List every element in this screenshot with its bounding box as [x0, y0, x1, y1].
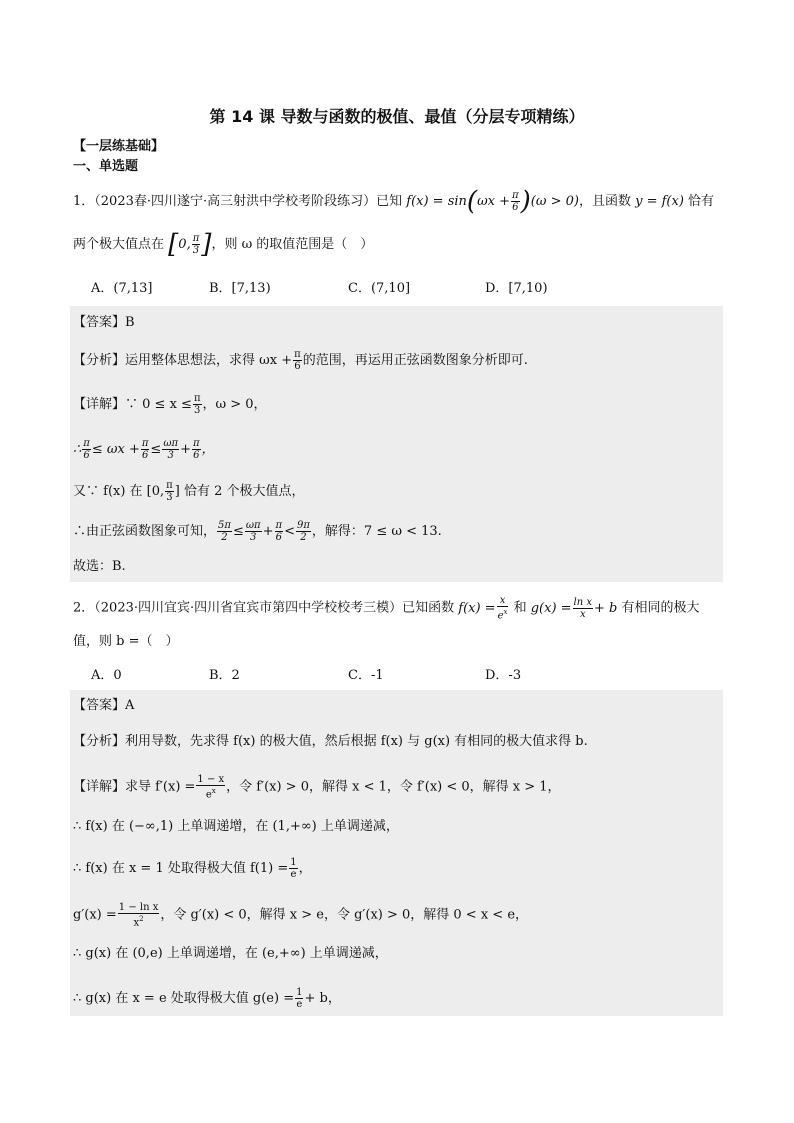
q1-stem-text-b: ，且函数 — [578, 194, 636, 209]
q2-option-a: A．0 — [91, 668, 122, 683]
q2-stem-text-b: 和 — [509, 600, 531, 616]
q1-detail-line2: ∴ $\frac{\pi}{6}$ ≤ ωx + $\frac{\pi}{6}$ ≤ $\frac{\omega\pi}{3}$ + $\frac{\pi}{6}$ ， — [73, 438, 215, 461]
q1-detail-line1: 【详解】∵ 0 ≤ x ≤ $\frac{\pi}{3}$ ，ω > 0， — [73, 393, 267, 416]
q2-detail-line2: ∴ f(x) 在 (−∞,1) 上单调递增，在 (1,+∞) 上单调递减， — [73, 819, 399, 834]
section-heading: 一、单选题 — [73, 159, 139, 174]
q1-detail-line3: 又∵ f(x) 在 [0, $\frac{\pi}{3}$ ] 恰有 2 个极大值点， — [73, 480, 305, 503]
q2-detail-line4: g′(x) = $\frac{\text{1 − ln x}}{x^2}$ ，令 g′(x) < 0，解得 x > e，令 g′(x) > 0，解得 0 < x < e， — [73, 902, 529, 929]
q1-answer: 【答案】B — [73, 315, 135, 330]
q2-stem-line2: 值，则 b =（ ） — [73, 634, 179, 649]
q1-formula-f: f(x) = sin(ωx + $\frac{\pi}{6}$ )(ω > 0) — [406, 186, 579, 217]
q2-option-c: C．-1 — [348, 668, 384, 683]
q2-detail4-text-a: g′(x) = — [73, 907, 117, 923]
q1-option-a: A．(7,13] — [91, 281, 153, 296]
q2-detail-line6: ∴ g(x) 在 x = e 处取得极大值 g(e) = $\frac{1}{e}$ + b， — [73, 987, 341, 1010]
q1-detail1-text: ∵ 0 ≤ x ≤ — [125, 397, 192, 412]
q1-stem-line2-b: ，则 ω 的取值范围是（ ） — [211, 237, 374, 252]
q1-conclusion: 故选：B. — [73, 559, 126, 574]
q2-detail-line5: ∴ g(x) 在 (0,e) 上单调递增，在 (e,+∞) 上单调递减， — [73, 946, 388, 961]
q2-option-d: D．-3 — [485, 668, 522, 683]
q1-detail1-text-b: ，ω > 0， — [202, 397, 267, 412]
q1-detail-label: 【详解】 — [73, 397, 126, 412]
page-title: 第 14 课 导数与函数的极值、最值（分层专项精练） — [209, 107, 585, 126]
q1-interval: [0, $\frac{\pi}{3}$ ] — [168, 229, 212, 260]
q1-analysis-text-b: 的范围，再运用正弦函数图象分析即可. — [302, 353, 528, 368]
level-heading: 【一层练基础】 — [73, 139, 165, 154]
q1-analysis-text-a: 运用整体思想法，求得 ωx + — [125, 353, 293, 368]
q2-detail4-text-b: ，令 g′(x) < 0，解得 x > e，令 g′(x) > 0，解得 0 < x < e， — [160, 907, 529, 923]
q2-detail-label: 【详解】 — [73, 779, 126, 795]
q2-detail6-text-a: ∴ g(x) 在 x = e 处取得极大值 g(e) = — [73, 991, 295, 1006]
q2-detail1-text-a: 求导 f′(x) = — [125, 779, 196, 795]
q2-analysis-text: 利用导数，先求得 f(x) 的极大值，然后根据 f(x) 与 g(x) 有相同的极大值求得 b. — [125, 734, 588, 749]
q1-detail2-text: 又∵ f(x) 在 [0, — [73, 484, 165, 499]
q1-detail-line4: ∴由正弦函数图象可知， $\frac{5\pi}{2}$ ≤ $\frac{\omega\pi}{3}$ + $\frac{\pi}{6}$ < $\frac{9\pi}{2}$ ，解得：7 ≤ ω < 13. — [73, 520, 442, 543]
q1-stem-line2-a: 两个极大值点在 — [73, 237, 169, 252]
q2-answer: 【答案】A — [73, 698, 135, 713]
q1-analysis: 【分析】运用整体思想法，求得 ωx + $\frac{\pi}{6}$ 的范围，再运用正弦函数图象分析即可. — [73, 349, 528, 372]
q2-detail-line1: 【详解】求导 f′(x) = $\frac{1 - x}{e^x}$ ，令 f′(x) > 0，解得 x < 1，令 f′(x) < 0，解得 x > 1， — [73, 774, 561, 801]
q1-detail3-text-b: ，解得：7 ≤ ω < 13. — [311, 524, 442, 539]
q2-detail1-text-b: ，令 f′(x) > 0，解得 x < 1，令 f′(x) < 0，解得 x > 1， — [226, 779, 561, 795]
q1-stem-line1 — [73, 186, 715, 217]
q2-analysis — [73, 732, 588, 752]
q1-analysis-label: 【分析】 — [73, 353, 126, 368]
q1-stem-line2 — [73, 229, 374, 260]
q2-option-b: B．2 — [209, 668, 240, 683]
q1-detail3-text-a: ∴由正弦函数图象可知， — [73, 524, 217, 539]
q1-stem-text-a: 1．（2023春·四川遂宁·高三射洪中学校考阶段练习）已知 — [73, 194, 407, 209]
q2-stem-line1: 2．（2023·四川宜宾·四川省宜宾市第四中学校校考三模）已知函数 f(x) = $\frac{x}{e^x}$ 和 g(x) = $\frac{\text{ln x}}{x}$ + b 有相同的极大 — [73, 595, 700, 622]
q2-detail3-text-a: ∴ f(x) 在 x = 1 处取得极大值 f(1) = — [73, 861, 289, 876]
q2-detail6-text-b: + b， — [304, 991, 341, 1006]
q1-detail2-text-b: ] 恰有 2 个极大值点， — [174, 484, 305, 499]
q2-stem-text-c: 有相同的极大 — [617, 600, 700, 616]
q1-formula-y: y = f(x) — [635, 194, 684, 209]
q1-option-b: B．[7,13) — [209, 281, 271, 296]
q2-detail-line3: ∴ f(x) 在 x = 1 处取得极大值 f(1) = $\frac{1}{e}$ ， — [73, 857, 312, 880]
q1-stem-text-c: 恰有 — [683, 194, 715, 209]
q2-stem-text-a: 2．（2023·四川宜宾·四川省宜宾市第四中学校校考三模）已知函数 — [73, 600, 459, 616]
q1-option-d: D．[7,10) — [485, 281, 548, 296]
q1-option-c: C．(7,10] — [348, 281, 411, 296]
q2-analysis-label: 【分析】 — [73, 734, 126, 749]
q2-detail3-text-b: ， — [298, 861, 312, 876]
